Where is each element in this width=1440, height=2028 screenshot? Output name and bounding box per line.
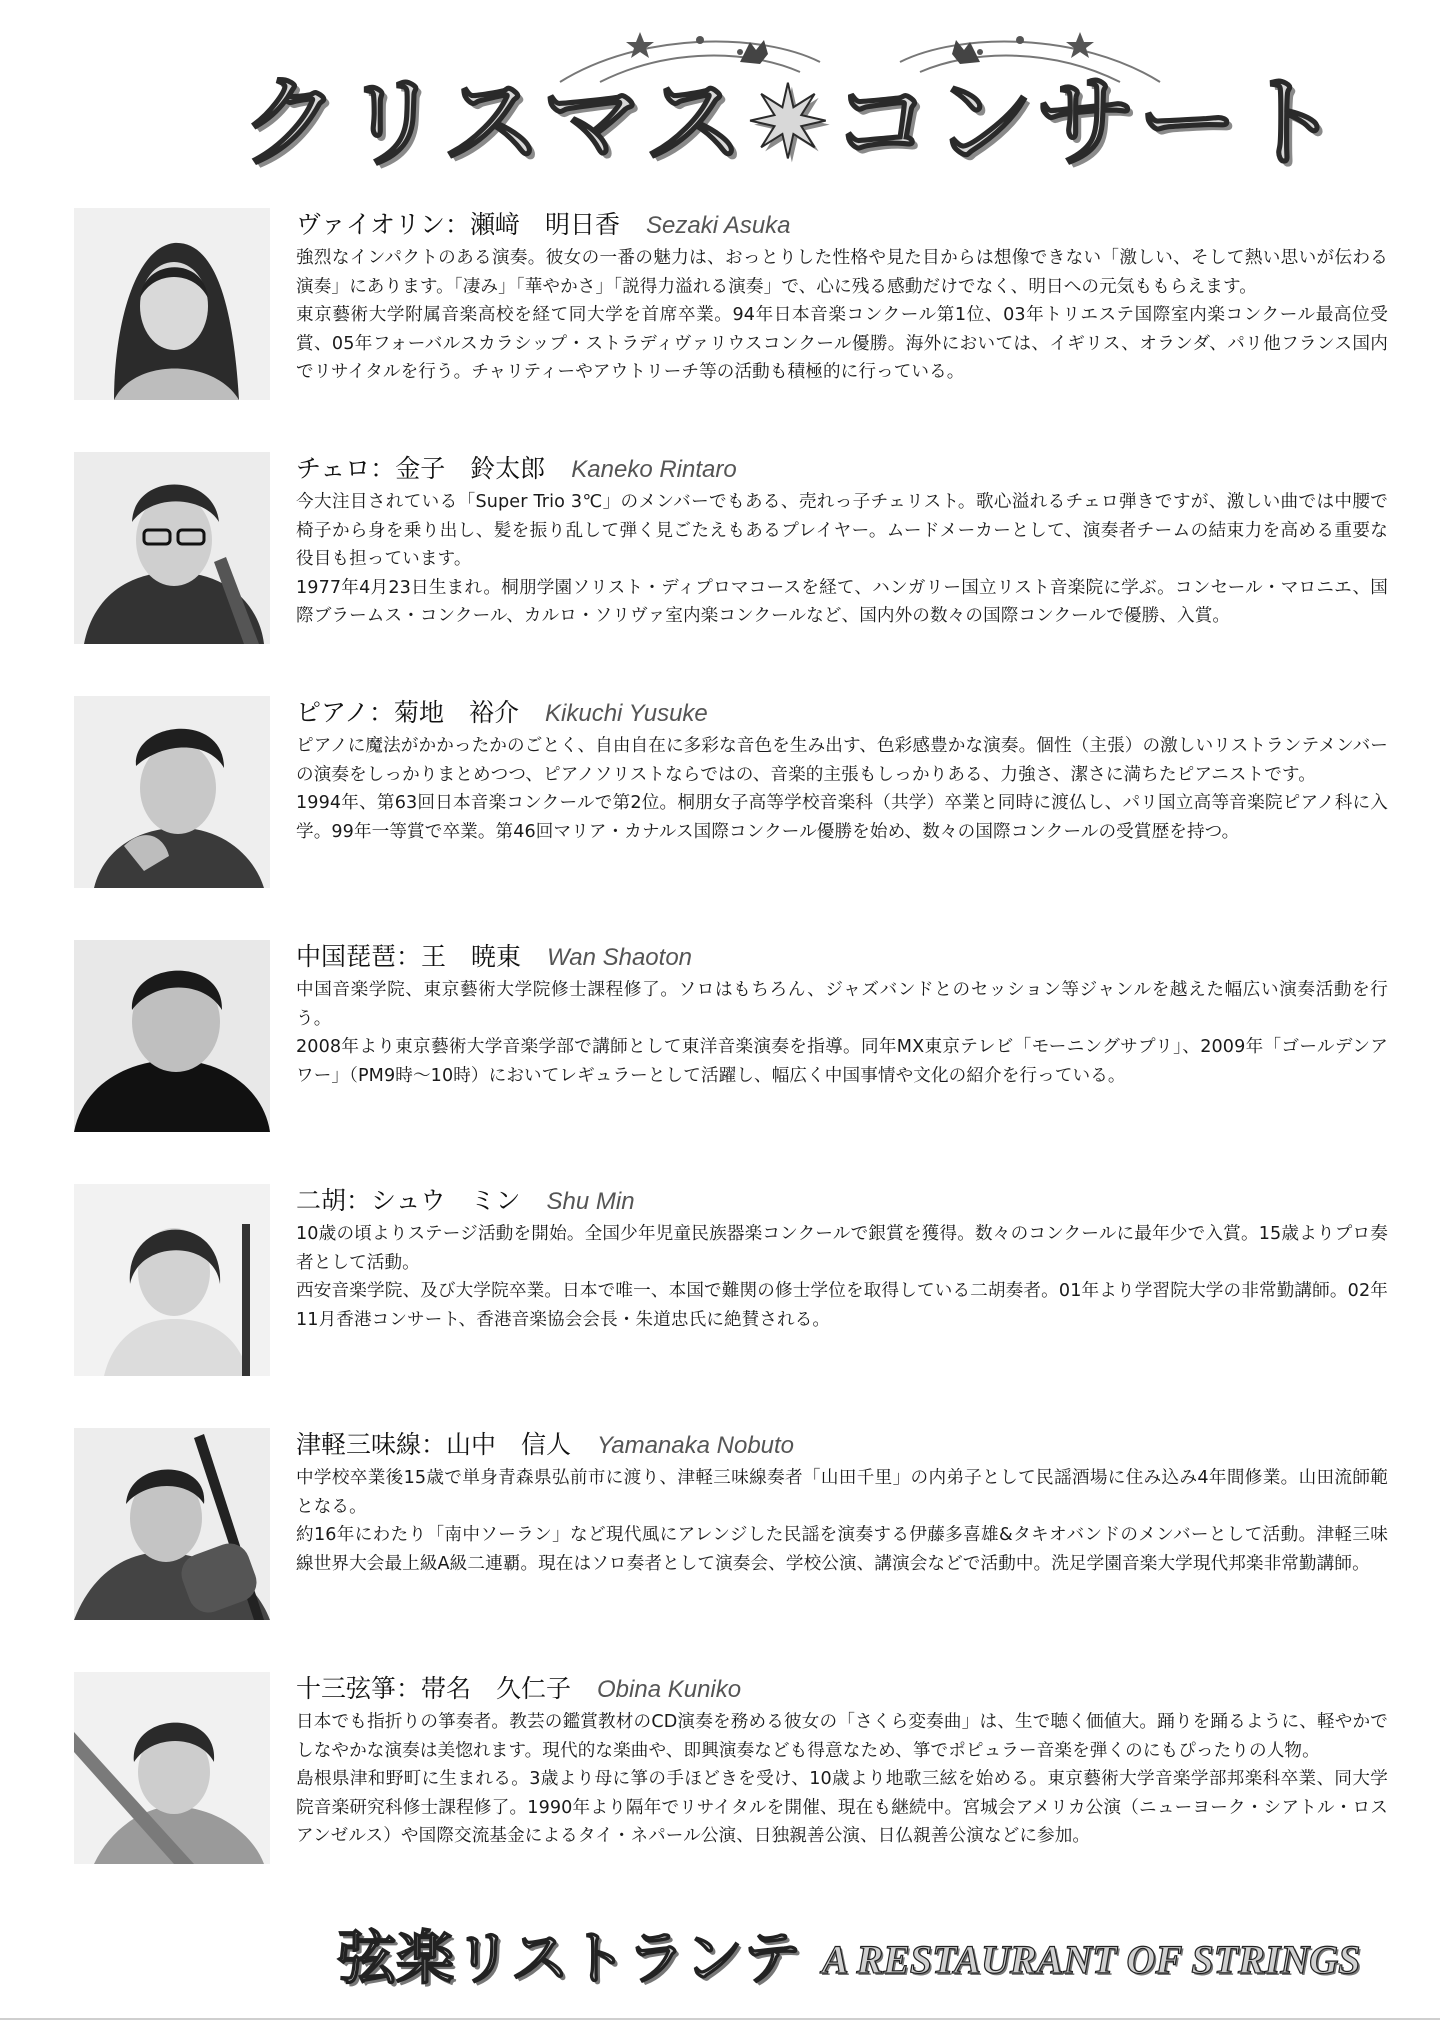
footer-japanese-title: 弦楽リストランテ [338,1924,801,1992]
performer-romaji: Kaneko Rintaro [571,456,737,483]
performer-romaji: Obina Kuniko [597,1676,742,1703]
performer-bio: 西安音楽学院、及び大学院卒業。日本で唯一、本国で難関の修士学位を取得している二胡奏者。01年より学習院大学の非常勤講師。02年11月香港コンサート、香港音楽協会会長・朱道忠氏に絶賛される。 [296,1281,1388,1330]
performer-bio: 東京藝術大学附属音楽高校を経て同大学を首席卒業。94年日本音楽コンクール第1位、03年トリエステ国際室内楽コンクール最高位受賞、05年フォーバルスカラシップ・ストラディヴァリウスコンクール優勝。海外においては、イギリス、オランダ、パリ他フランス国内でリサイタルを行う。チャリティーやアウトリーチ等の活動も積極的に行っている。 [296,305,1388,382]
performer-name: チェロ：金子 鈴太郎 Kaneko Rintaro [296,454,737,483]
performer-name: 二胡：シュウ ミン Shu Min [296,1186,635,1215]
performer-name: 津軽三味線：山中 信人 Yamanaka Nobuto [296,1430,795,1459]
performer-name: 十三弦箏：帯名 久仁子 Obina Kuniko [296,1674,742,1703]
performer-intro: 10歳の頃よりステージ活動を開始。全国少年児童民族器楽コンクールで銀賞を獲得。数々のコンクールに最年少で入賞。15歳よりプロ奏者として活動。 [296,1224,1388,1273]
performer-romaji: Sezaki Asuka [646,212,791,239]
performer-intro: 中国音楽学院、東京藝術大学院修士課程修了。ソロはもちろん、ジャズバンドとのセッション等ジャンルを越えた幅広い演奏活動を行う。 [296,980,1388,1029]
performer-name: ピアノ：菊地 裕介 Kikuchi Yusuke [296,698,708,727]
performer-intro: ピアノに魔法がかかったかのごとく、自由自在に多彩な音色を生み出す、色彩感豊かな演奏。個性（主張）の激しいリストランテメンバーの演奏をしっかりまとめつつ、ピアノソリストならではの、音楽的主張もしっかりある、力強さ、潔さに満ちたピアニストです。 [296,736,1388,785]
performer-photo [74,1672,270,1864]
performer-bio: 1977年4月23日生まれ。桐朋学園ソリスト・ディプロマコースを経て、ハンガリー国立リスト音楽院に学ぶ。コンセール・マロニエ、国際ブラームス・コンクール、カルロ・ソリヴァ室内楽コンクールなど、国内外の数々の国際コンクールで優勝、入賞。 [296,577,1388,626]
performer-bio: 約16年にわたり「南中ソーラン」など現代風にアレンジした民謡を演奏する伊藤多喜雄&タキオバンドのメンバーとして活動。津軽三味線世界大会最上級A級二連覇。現在はソロ奏者として演奏会、学校公演、講演会などで活動中。洗足学園音楽大学現代邦楽非常勤講師。 [296,1525,1388,1574]
footer-english-title: A RESTAURANT OF STRINGS [822,1937,1361,1982]
performer-intro: 日本でも指折りの箏奏者。教芸の鑑賞教材のCD演奏を務める彼女の「さくら変奏曲」は、生で聴く価値大。踊りを踊るように、軽やかでしなやかな演奏は美惚れます。現代的な楽曲や、即興演奏なども得意なため、箏でポピュラー音楽を弾くのにもぴったりの人物。 [296,1712,1388,1761]
performer-romaji: Wan Shaoton [547,944,693,971]
page-title: クリスマス✷コンサート [240,64,1342,181]
bottom-divider [0,2018,1440,2020]
performer-bio: 島根県津和野町に生まれる。3歳より母に箏の手ほどきを受け、10歳より地歌三絃を始める。東京藝術大学音楽学部邦楽科卒業、同大学院音楽研究科修士課程修了。1990年より隔年でリサイタルを開催、現在も継続中。宮城会アメリカ公演（ニューヨーク・シアトル・ロスアンゼルス）や国際交流基金によるタイ・ネパール公演、日独親善公演、日仏親善公演などに参加。 [296,1769,1388,1846]
performer-photo [74,940,270,1132]
performer-romaji: Kikuchi Yusuke [545,700,708,727]
performer-romaji: Shu Min [546,1188,635,1215]
performer-bio: 1994年、第63回日本音楽コンクールで第2位。桐朋女子高等学校音楽科（共学）卒業と同時に渡仏し、パリ国立高等音楽院ピアノ科に入学。99年一等賞で卒業。第46回マリア・カナルス国際コンクール優勝を始め、数々の国際コンクールの受賞歴を持つ。 [296,793,1388,842]
performer-photo [74,696,270,888]
performer-intro: 今大注目されている「Super Trio 3℃」のメンバーでもある、売れっ子チェリスト。歌心溢れるチェロ弾きですが、激しい曲では中腰で椅子から身を乗り出し、髪を振り乱して弾く見ごたえもあるプレイヤー。ムードメーカーとして、演奏者チームの結束力を高める重要な役目も担っています。 [296,492,1388,569]
performer-photo [74,1428,270,1620]
performer-intro: 強烈なインパクトのある演奏。彼女の一番の魅力は、おっとりした性格や見た目からは想像できない「激しい、そして熱い思いが伝わる演奏」にあります。「凄み」「華やかさ」「説得力溢れる演奏」で、心に残る感動だけでなく、明日への元気ももらえます。 [296,248,1388,297]
performer-name: ヴァイオリン：瀬﨑 明日香 Sezaki Asuka [296,210,791,239]
performer-photo [74,1184,270,1376]
performer-name: 中国琵琶：王 暁東 Wan Shaoton [296,942,693,971]
performer-intro: 中学校卒業後15歳で単身青森県弘前市に渡り、津軽三味線奏者「山田千里」の内弟子として民謡酒場に住み込み4年間修業。山田流師範となる。 [296,1468,1388,1517]
performer-photo [74,452,270,644]
performer-romaji: Yamanaka Nobuto [597,1432,795,1459]
performer-photo [74,208,270,400]
performer-bio: 2008年より東京藝術大学音楽学部で講師として東洋音楽演奏を指導。同年MX東京テレビ「モーニングサプリ」、2009年「ゴールデンアワー」（PM9時〜10時）においてレギュラーとして活躍し、幅広く中国事情や文化の紹介を行っている。 [296,1037,1388,1086]
